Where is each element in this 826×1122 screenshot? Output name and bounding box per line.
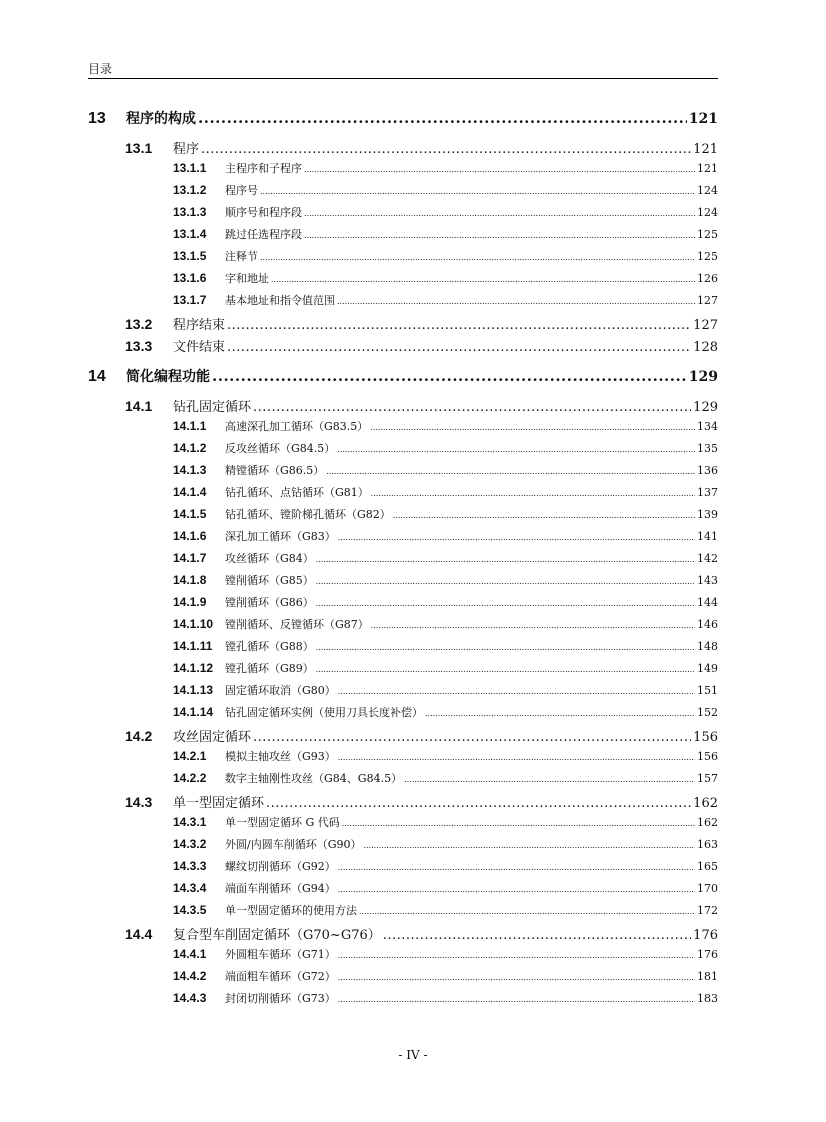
dot-leader: [338, 948, 695, 961]
toc-entry-title: 简化编程功能: [126, 369, 210, 385]
dot-leader: [326, 464, 695, 477]
toc-entry-level-3[interactable]: [88, 814, 718, 836]
running-header: [88, 60, 718, 79]
dot-leader: [370, 420, 695, 433]
toc-entry-number: 14.3.1: [173, 815, 207, 829]
toc-entry-title: 注释节: [225, 250, 258, 263]
toc-entry-title: 基本地址和指令值范围: [225, 294, 335, 307]
dot-leader: [338, 684, 695, 697]
toc-entry-title: 反攻丝循环（G84.5）: [225, 442, 336, 455]
toc-entry-level-2[interactable]: [88, 792, 718, 814]
toc-entry-number: 14.3.4: [173, 881, 207, 895]
dot-leader: [337, 442, 695, 455]
toc-entry-level-3[interactable]: [88, 990, 718, 1012]
toc-entry-level-2[interactable]: [88, 336, 718, 358]
toc-entry-level-2[interactable]: [88, 314, 718, 336]
toc-entry-page: 152: [697, 706, 718, 719]
toc-entry-number: 14.1.8: [173, 573, 207, 587]
toc-entry-page: 128: [693, 340, 718, 355]
dot-leader: [338, 992, 695, 1005]
toc-entry-page: 170: [697, 882, 718, 895]
toc-entry-title: 固定循环取消（G80）: [225, 684, 336, 697]
toc-entry-number: 14.1.14: [173, 705, 214, 719]
toc-entry-page: 165: [697, 860, 718, 873]
dot-leader: [393, 508, 695, 521]
toc-entry-page: 135: [697, 442, 718, 455]
toc-entry-number: 13.3: [125, 338, 153, 354]
toc-entry-level-3[interactable]: [88, 462, 718, 484]
toc-entry-title: 单一型固定循环的使用方法: [225, 904, 357, 917]
toc-entry-level-3[interactable]: [88, 704, 718, 726]
toc-entry-page: 124: [697, 206, 718, 219]
toc-entry-number: 14.1: [125, 398, 153, 414]
toc-entry-level-3[interactable]: [88, 292, 718, 314]
dot-leader: [316, 596, 695, 609]
toc-entry-title: 程序: [173, 142, 200, 157]
dot-leader: [383, 928, 691, 943]
toc-entry-page: 141: [697, 530, 718, 543]
toc-entry-page: 127: [697, 294, 718, 307]
toc-entry-level-3[interactable]: [88, 528, 718, 550]
toc-entry-page: 139: [697, 508, 718, 521]
toc-entry-page: 124: [697, 184, 718, 197]
toc-entry-number: 13.1.1: [173, 161, 207, 175]
toc-entry-title: 程序结束: [173, 318, 226, 333]
toc-entry-page: 148: [697, 640, 718, 653]
toc-entry-page: 137: [697, 486, 718, 499]
toc-entry-level-1[interactable]: [88, 366, 718, 396]
toc-entry-page: 143: [697, 574, 718, 587]
dot-leader: [338, 970, 695, 983]
toc-entry-page: 176: [697, 948, 718, 961]
toc-entry-title: 复合型车削固定循环（G70~G76）: [173, 928, 381, 943]
toc-entry-number: 14.3.5: [173, 903, 207, 917]
toc-entry-level-3[interactable]: [88, 616, 718, 638]
dot-leader: [212, 367, 687, 385]
toc-entry-level-2[interactable]: [88, 396, 718, 418]
toc-entry-level-3[interactable]: [88, 770, 718, 792]
toc-entry-title: 镗孔循环（G88）: [225, 640, 314, 653]
toc-entry-page: 146: [697, 618, 718, 631]
toc-entry-level-3[interactable]: [88, 660, 718, 682]
toc-entry-title: 钻孔固定循环: [173, 400, 252, 415]
toc-entry-level-3[interactable]: [88, 858, 718, 880]
toc-entry-level-3[interactable]: [88, 946, 718, 968]
toc-entry-number: 14.3: [125, 794, 153, 810]
toc-entry-title: 镗削循环、反镗循环（G87）: [225, 618, 369, 631]
toc-entry-title: 顺序号和程序段: [225, 206, 302, 219]
dot-leader: [260, 184, 695, 197]
dot-leader: [364, 838, 696, 851]
toc-entry-page: 176: [693, 928, 718, 943]
toc-entry-title: 钻孔固定循环实例（使用刀具长度补偿）: [225, 706, 423, 719]
toc-entry-level-3[interactable]: [88, 638, 718, 660]
dot-leader: [338, 530, 695, 543]
table-of-contents: [88, 108, 718, 1012]
toc-entry-level-3[interactable]: [88, 226, 718, 248]
toc-entry-level-3[interactable]: [88, 484, 718, 506]
toc-entry-title: 程序号: [225, 184, 258, 197]
dot-leader: [316, 574, 695, 587]
toc-entry-title: 数字主轴刚性攻丝（G84、G84.5）: [225, 772, 403, 785]
toc-entry-page: 121: [693, 142, 718, 157]
toc-entry-title: 单一型固定循环 G 代码: [225, 816, 340, 829]
toc-entry-page: 125: [697, 250, 718, 263]
toc-entry-level-3[interactable]: [88, 682, 718, 704]
toc-entry-title: 端面粗车循环（G72）: [225, 970, 336, 983]
toc-entry-page: 121: [697, 162, 718, 175]
toc-entry-level-3[interactable]: [88, 270, 718, 292]
dot-leader: [338, 882, 695, 895]
dot-leader: [271, 272, 695, 285]
toc-entry-number: 14.1.2: [173, 441, 207, 455]
toc-entry-level-3[interactable]: [88, 836, 718, 858]
toc-entry-page: 121: [688, 111, 718, 127]
dot-leader: [338, 860, 695, 873]
toc-entry-title: 封闭切削循环（G73）: [225, 992, 336, 1005]
toc-entry-title: 单一型固定循环: [173, 796, 265, 811]
toc-entry-title: 模拟主轴攻丝（G93）: [225, 750, 336, 763]
toc-entry-level-3[interactable]: [88, 248, 718, 270]
toc-entry-page: 127: [693, 318, 718, 333]
dot-leader: [304, 162, 695, 175]
toc-entry-level-3[interactable]: [88, 204, 718, 226]
dot-leader: [227, 318, 691, 333]
toc-entry-number: 14.2.2: [173, 771, 207, 785]
toc-entry-title: 攻丝循环（G84）: [225, 552, 314, 565]
dot-leader: [253, 730, 691, 745]
toc-entry-title: 外圆粗车循环（G71）: [225, 948, 336, 961]
toc-entry-number: 13.1.3: [173, 205, 207, 219]
dot-leader: [266, 796, 691, 811]
toc-entry-title: 深孔加工循环（G83）: [225, 530, 336, 543]
toc-entry-level-3[interactable]: [88, 594, 718, 616]
toc-entry-title: 程序的构成: [126, 111, 196, 127]
toc-entry-page: 136: [697, 464, 718, 477]
dot-leader: [337, 294, 695, 307]
toc-entry-number: 13.1.6: [173, 271, 207, 285]
toc-entry-number: 14.2.1: [173, 749, 207, 763]
toc-entry-title: 外圆/内圆车削循环（G90）: [225, 838, 362, 851]
dot-leader: [359, 904, 695, 917]
toc-entry-level-3[interactable]: [88, 550, 718, 572]
toc-entry-number: 14.4: [125, 926, 153, 942]
toc-entry-number: 13.1.7: [173, 293, 207, 307]
toc-entry-title: 字和地址: [225, 272, 269, 285]
toc-entry-page: 151: [697, 684, 718, 697]
dot-leader: [316, 640, 695, 653]
toc-entry-level-3[interactable]: [88, 506, 718, 528]
toc-entry-page: 129: [688, 369, 718, 385]
toc-entry-number: 14.1.3: [173, 463, 207, 477]
toc-entry-page: 183: [697, 992, 718, 1005]
toc-entry-page: 144: [697, 596, 718, 609]
toc-entry-level-3[interactable]: [88, 182, 718, 204]
dot-leader: [404, 772, 695, 785]
dot-leader: [371, 618, 695, 631]
toc-entry-title: 钻孔循环、镗阶梯孔循环（G82）: [225, 508, 391, 521]
toc-entry-number: 14.2: [125, 728, 153, 744]
toc-entry-number: 13.1.2: [173, 183, 207, 197]
toc-entry-number: 14.1.10: [173, 617, 214, 631]
dot-leader: [342, 816, 695, 829]
toc-entry-number: 14.1.7: [173, 551, 207, 565]
toc-entry-level-1[interactable]: [88, 108, 718, 138]
dot-leader: [338, 750, 695, 763]
toc-entry-page: 181: [697, 970, 718, 983]
toc-entry-level-3[interactable]: [88, 572, 718, 594]
toc-entry-page: 134: [697, 420, 718, 433]
toc-entry-number: 13.2: [125, 316, 153, 332]
header-title: 目录: [88, 62, 113, 76]
dot-leader: [260, 250, 695, 263]
dot-leader: [201, 142, 691, 157]
toc-entry-page: 163: [697, 838, 718, 851]
toc-entry-title: 镗削循环（G85）: [225, 574, 314, 587]
toc-entry-number: 14.1.9: [173, 595, 207, 609]
toc-entry-number: 13.1: [125, 140, 153, 156]
toc-entry-page: 162: [693, 796, 718, 811]
dot-leader: [253, 400, 691, 415]
toc-entry-page: 149: [697, 662, 718, 675]
toc-entry-number: 13: [88, 110, 106, 127]
toc-entry-page: 126: [697, 272, 718, 285]
toc-entry-number: 14.1.4: [173, 485, 207, 499]
toc-entry-level-3[interactable]: [88, 968, 718, 990]
dot-leader: [316, 662, 695, 675]
dot-leader: [425, 706, 695, 719]
toc-entry-page: 156: [697, 750, 718, 763]
toc-entry-title: 镗孔循环（G89）: [225, 662, 314, 675]
dot-leader: [227, 340, 691, 355]
toc-entry-page: 125: [697, 228, 718, 241]
toc-entry-number: 14.3.3: [173, 859, 207, 873]
toc-entry-title: 攻丝固定循环: [173, 730, 252, 745]
dot-leader: [371, 486, 695, 499]
toc-entry-number: 14.1.5: [173, 507, 207, 521]
toc-entry-page: 157: [697, 772, 718, 785]
toc-entry-title: 钻孔循环、点钻循环（G81）: [225, 486, 369, 499]
toc-entry-level-3[interactable]: [88, 880, 718, 902]
toc-entry-page: 172: [697, 904, 718, 917]
toc-entry-number: 14.3.2: [173, 837, 207, 851]
toc-entry-number: 14.4.2: [173, 969, 207, 983]
toc-entry-number: 14.1.13: [173, 683, 214, 697]
dot-leader: [198, 109, 687, 127]
toc-entry-level-2[interactable]: [88, 726, 718, 748]
page-number: - IV -: [398, 1048, 428, 1062]
toc-entry-number: 13.1.5: [173, 249, 207, 263]
toc-entry-number: 14.1.6: [173, 529, 207, 543]
toc-entry-title: 高速深孔加工循环（G83.5）: [225, 420, 369, 433]
toc-entry-number: 14.4.1: [173, 947, 207, 961]
toc-entry-level-2[interactable]: [88, 924, 718, 946]
toc-entry-title: 精镗循环（G86.5）: [225, 464, 325, 477]
toc-entry-title: 主程序和子程序: [225, 162, 302, 175]
dot-leader: [316, 552, 695, 565]
toc-entry-level-3[interactable]: [88, 160, 718, 182]
toc-entry-level-3[interactable]: [88, 418, 718, 440]
toc-entry-title: 螺纹切削循环（G92）: [225, 860, 336, 873]
dot-leader: [304, 228, 695, 241]
toc-entry-number: 14.1.12: [173, 661, 214, 675]
toc-entry-level-3[interactable]: [88, 748, 718, 770]
toc-entry-number: 14.1.11: [173, 639, 213, 653]
toc-entry-title: 跳过任选程序段: [225, 228, 302, 241]
toc-entry-level-3[interactable]: [88, 902, 718, 924]
toc-entry-number: 14.1.1: [173, 419, 207, 433]
dot-leader: [304, 206, 695, 219]
toc-entry-page: 156: [693, 730, 718, 745]
toc-entry-title: 镗削循环（G86）: [225, 596, 314, 609]
toc-entry-number: 14: [88, 368, 106, 385]
toc-entry-level-3[interactable]: [88, 440, 718, 462]
toc-entry-page: 129: [693, 400, 718, 415]
toc-entry-page: 162: [697, 816, 718, 829]
toc-entry-title: 端面车削循环（G94）: [225, 882, 336, 895]
toc-entry-title: 文件结束: [173, 340, 226, 355]
toc-entry-number: 13.1.4: [173, 227, 207, 241]
toc-entry-level-2[interactable]: [88, 138, 718, 160]
toc-entry-page: 142: [697, 552, 718, 565]
toc-entry-number: 14.4.3: [173, 991, 207, 1005]
